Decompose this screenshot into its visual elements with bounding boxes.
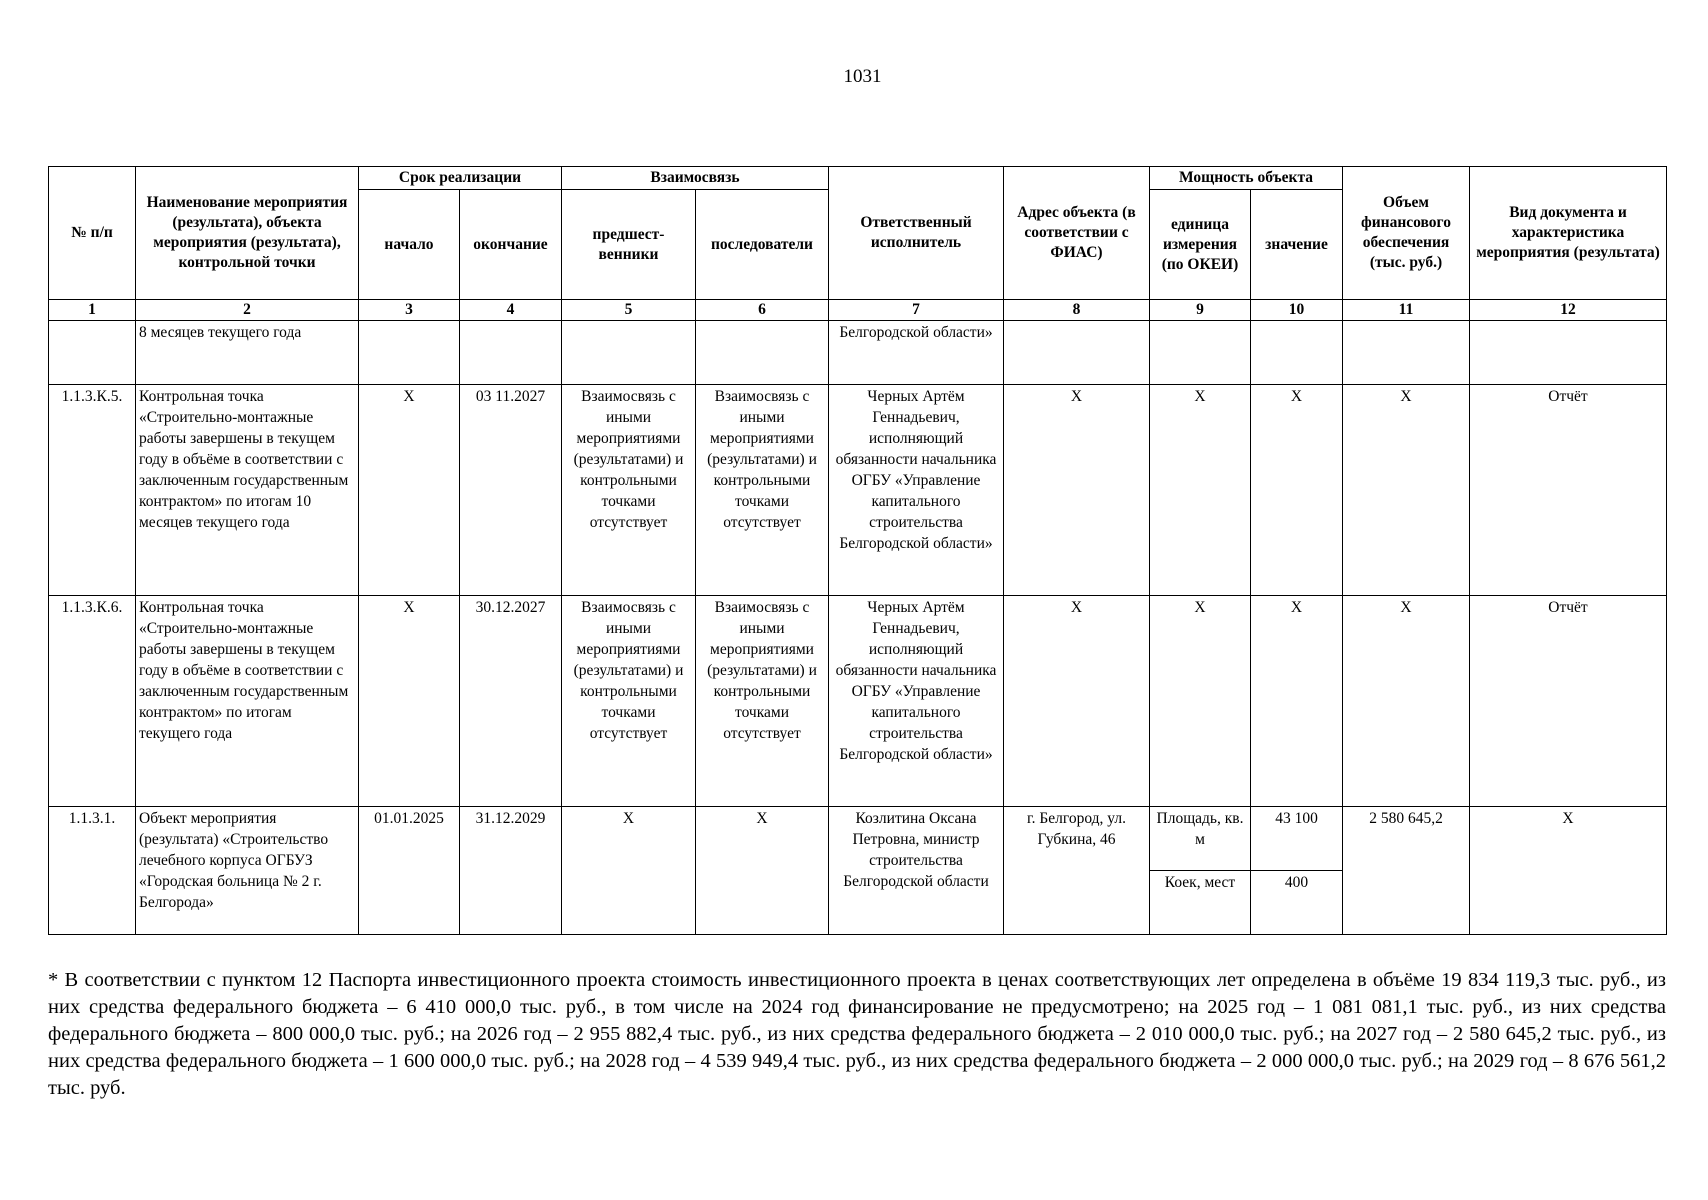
- header-predecessors: предшест-венники: [562, 190, 696, 300]
- cell-finance: X: [1343, 385, 1470, 596]
- cell-executor: Белгородской области»: [829, 321, 1004, 385]
- cell-value: X: [1251, 385, 1343, 596]
- cell-address: X: [1004, 596, 1150, 807]
- cell-unit: X: [1150, 385, 1251, 596]
- cell-num: [49, 321, 136, 385]
- cell-start: X: [359, 596, 460, 807]
- cell-name: Контрольная точка «Строительно-монтажные работы завершены в текущем году в объёме в соответствии с заключенным государственным контрактом» по итогам текущего года: [136, 596, 359, 807]
- cell-address: [1004, 321, 1150, 385]
- cell-successors: [696, 321, 829, 385]
- header-num: № п/п: [49, 167, 136, 300]
- column-number: 12: [1470, 300, 1667, 321]
- header-term-start: начало: [359, 190, 460, 300]
- cell-executor: Козлитина Оксана Петровна, министр строительства Белгородской области: [829, 807, 1004, 935]
- cell-value: [1251, 321, 1343, 385]
- cell-unit: X: [1150, 596, 1251, 807]
- cell-value: 400: [1251, 871, 1343, 935]
- table-row: [49, 807, 1667, 871]
- header-term-end: окончание: [460, 190, 562, 300]
- cell-value: 43 100: [1251, 807, 1343, 871]
- column-number: 9: [1150, 300, 1251, 321]
- cell-successors: X: [696, 807, 829, 935]
- cell-predecessors: Взаимосвязь с иными мероприятиями (результатами) и контрольными точками отсутствует: [562, 385, 696, 596]
- cell-start: 01.01.2025: [359, 807, 460, 935]
- cell-start: X: [359, 385, 460, 596]
- header-successors: последователи: [696, 190, 829, 300]
- cell-unit: Коек, мест: [1150, 871, 1251, 935]
- cell-end: 03 11.2027: [460, 385, 562, 596]
- table-row: [49, 596, 1667, 807]
- table-row: [49, 321, 1667, 385]
- header-doc: Вид документа и характеристика мероприятия (результата): [1470, 167, 1667, 300]
- cell-start: [359, 321, 460, 385]
- cell-successors: Взаимосвязь с иными мероприятиями (результатами) и контрольными точками отсутствует: [696, 385, 829, 596]
- cell-unit: [1150, 321, 1251, 385]
- cell-name: Объект мероприятия (результата) «Строительство лечебного корпуса ОГБУЗ «Городская больница № 2 г. Белгорода»: [136, 807, 359, 935]
- plan-table: [48, 166, 1667, 935]
- header-capacity: Мощность объекта: [1150, 167, 1343, 190]
- column-number: 7: [829, 300, 1004, 321]
- cell-finance: 2 580 645,2: [1343, 807, 1470, 935]
- header-finance: Объем финансового обеспечения (тыс. руб.): [1343, 167, 1470, 300]
- column-number: 4: [460, 300, 562, 321]
- cell-num: 1.1.3.К.6.: [49, 596, 136, 807]
- cell-end: [460, 321, 562, 385]
- cell-executor: Черных Артём Геннадьевич, исполняющий обязанности начальника ОГБУ «Управление капитального строительства Белгородской области»: [829, 385, 1004, 596]
- cell-doc: Отчёт: [1470, 385, 1667, 596]
- column-number: 8: [1004, 300, 1150, 321]
- page-number: 1031: [843, 66, 882, 87]
- footnote: * В соответствии с пунктом 12 Паспорта инвестиционного проекта стоимость инвестиционного проекта в ценах соответствующих лет определена в объёме 19 834 119,3 тыс. руб., из них средства федерального бюджета – 6 410 000,0 тыс. руб., в том числе на 2024 год финансирование не предусмотрено; на 2025 год – 1 081 081,1 тыс. руб., из них средства федерального бюджета – 800 000,0 тыс. руб.; на 2026 год – 2 955 882,4 тыс. руб., из них средства федерального бюджета – 2 010 000,0 тыс. руб.; на 2027 год – 2 580 645,2 тыс. руб., из них средства федерального бюджета – 1 600 000,0 тыс. руб.; на 2028 год – 4 539 949,4 тыс. руб., из них средства федерального бюджета – 2 000 000,0 тыс. руб.; на 2029 год – 8 676 561,2 тыс. руб.: [48, 969, 1666, 1099]
- cell-unit: Площадь, кв. м: [1150, 807, 1251, 871]
- cell-predecessors: Взаимосвязь с иными мероприятиями (результатами) и контрольными точками отсутствует: [562, 596, 696, 807]
- table-row: [49, 385, 1667, 596]
- column-number: 1: [49, 300, 136, 321]
- cell-end: 31.12.2029: [460, 807, 562, 935]
- column-number: 6: [696, 300, 829, 321]
- cell-name: 8 месяцев текущего года: [136, 321, 359, 385]
- cell-num: 1.1.3.К.5.: [49, 385, 136, 596]
- cell-value: X: [1251, 596, 1343, 807]
- column-number: 10: [1251, 300, 1343, 321]
- cell-end: 30.12.2027: [460, 596, 562, 807]
- column-number: 5: [562, 300, 696, 321]
- cell-address: г. Белгород, ул. Губкина, 46: [1004, 807, 1150, 935]
- header-relation: Взаимосвязь: [562, 167, 829, 190]
- cell-num: 1.1.3.1.: [49, 807, 136, 935]
- cell-doc: Отчёт: [1470, 596, 1667, 807]
- column-number: 11: [1343, 300, 1470, 321]
- cell-predecessors: X: [562, 807, 696, 935]
- cell-doc: [1470, 321, 1667, 385]
- header-term: Срок реализации: [359, 167, 562, 190]
- header-name: Наименование мероприятия (результата), объекта мероприятия (результата), контрольной точки: [136, 167, 359, 300]
- cell-successors: Взаимосвязь с иными мероприятиями (результатами) и контрольными точками отсутствует: [696, 596, 829, 807]
- header-value: значение: [1251, 190, 1343, 300]
- header-address: Адрес объекта (в соответствии с ФИАС): [1004, 167, 1150, 300]
- cell-finance: [1343, 321, 1470, 385]
- cell-name: Контрольная точка «Строительно-монтажные работы завершены в текущем году в объёме в соответствии с заключенным государственным контрактом» по итогам 10 месяцев текущего года: [136, 385, 359, 596]
- cell-address: X: [1004, 385, 1150, 596]
- cell-predecessors: [562, 321, 696, 385]
- column-number: 3: [359, 300, 460, 321]
- cell-finance: X: [1343, 596, 1470, 807]
- cell-doc: X: [1470, 807, 1667, 935]
- column-numbers-row: [49, 300, 1667, 321]
- cell-executor: Черных Артём Геннадьевич, исполняющий обязанности начальника ОГБУ «Управление капитального строительства Белгородской области»: [829, 596, 1004, 807]
- header-unit: единица измерения (по ОКЕИ): [1150, 190, 1251, 300]
- header-executor: Ответственный исполнитель: [829, 167, 1004, 300]
- column-number: 2: [136, 300, 359, 321]
